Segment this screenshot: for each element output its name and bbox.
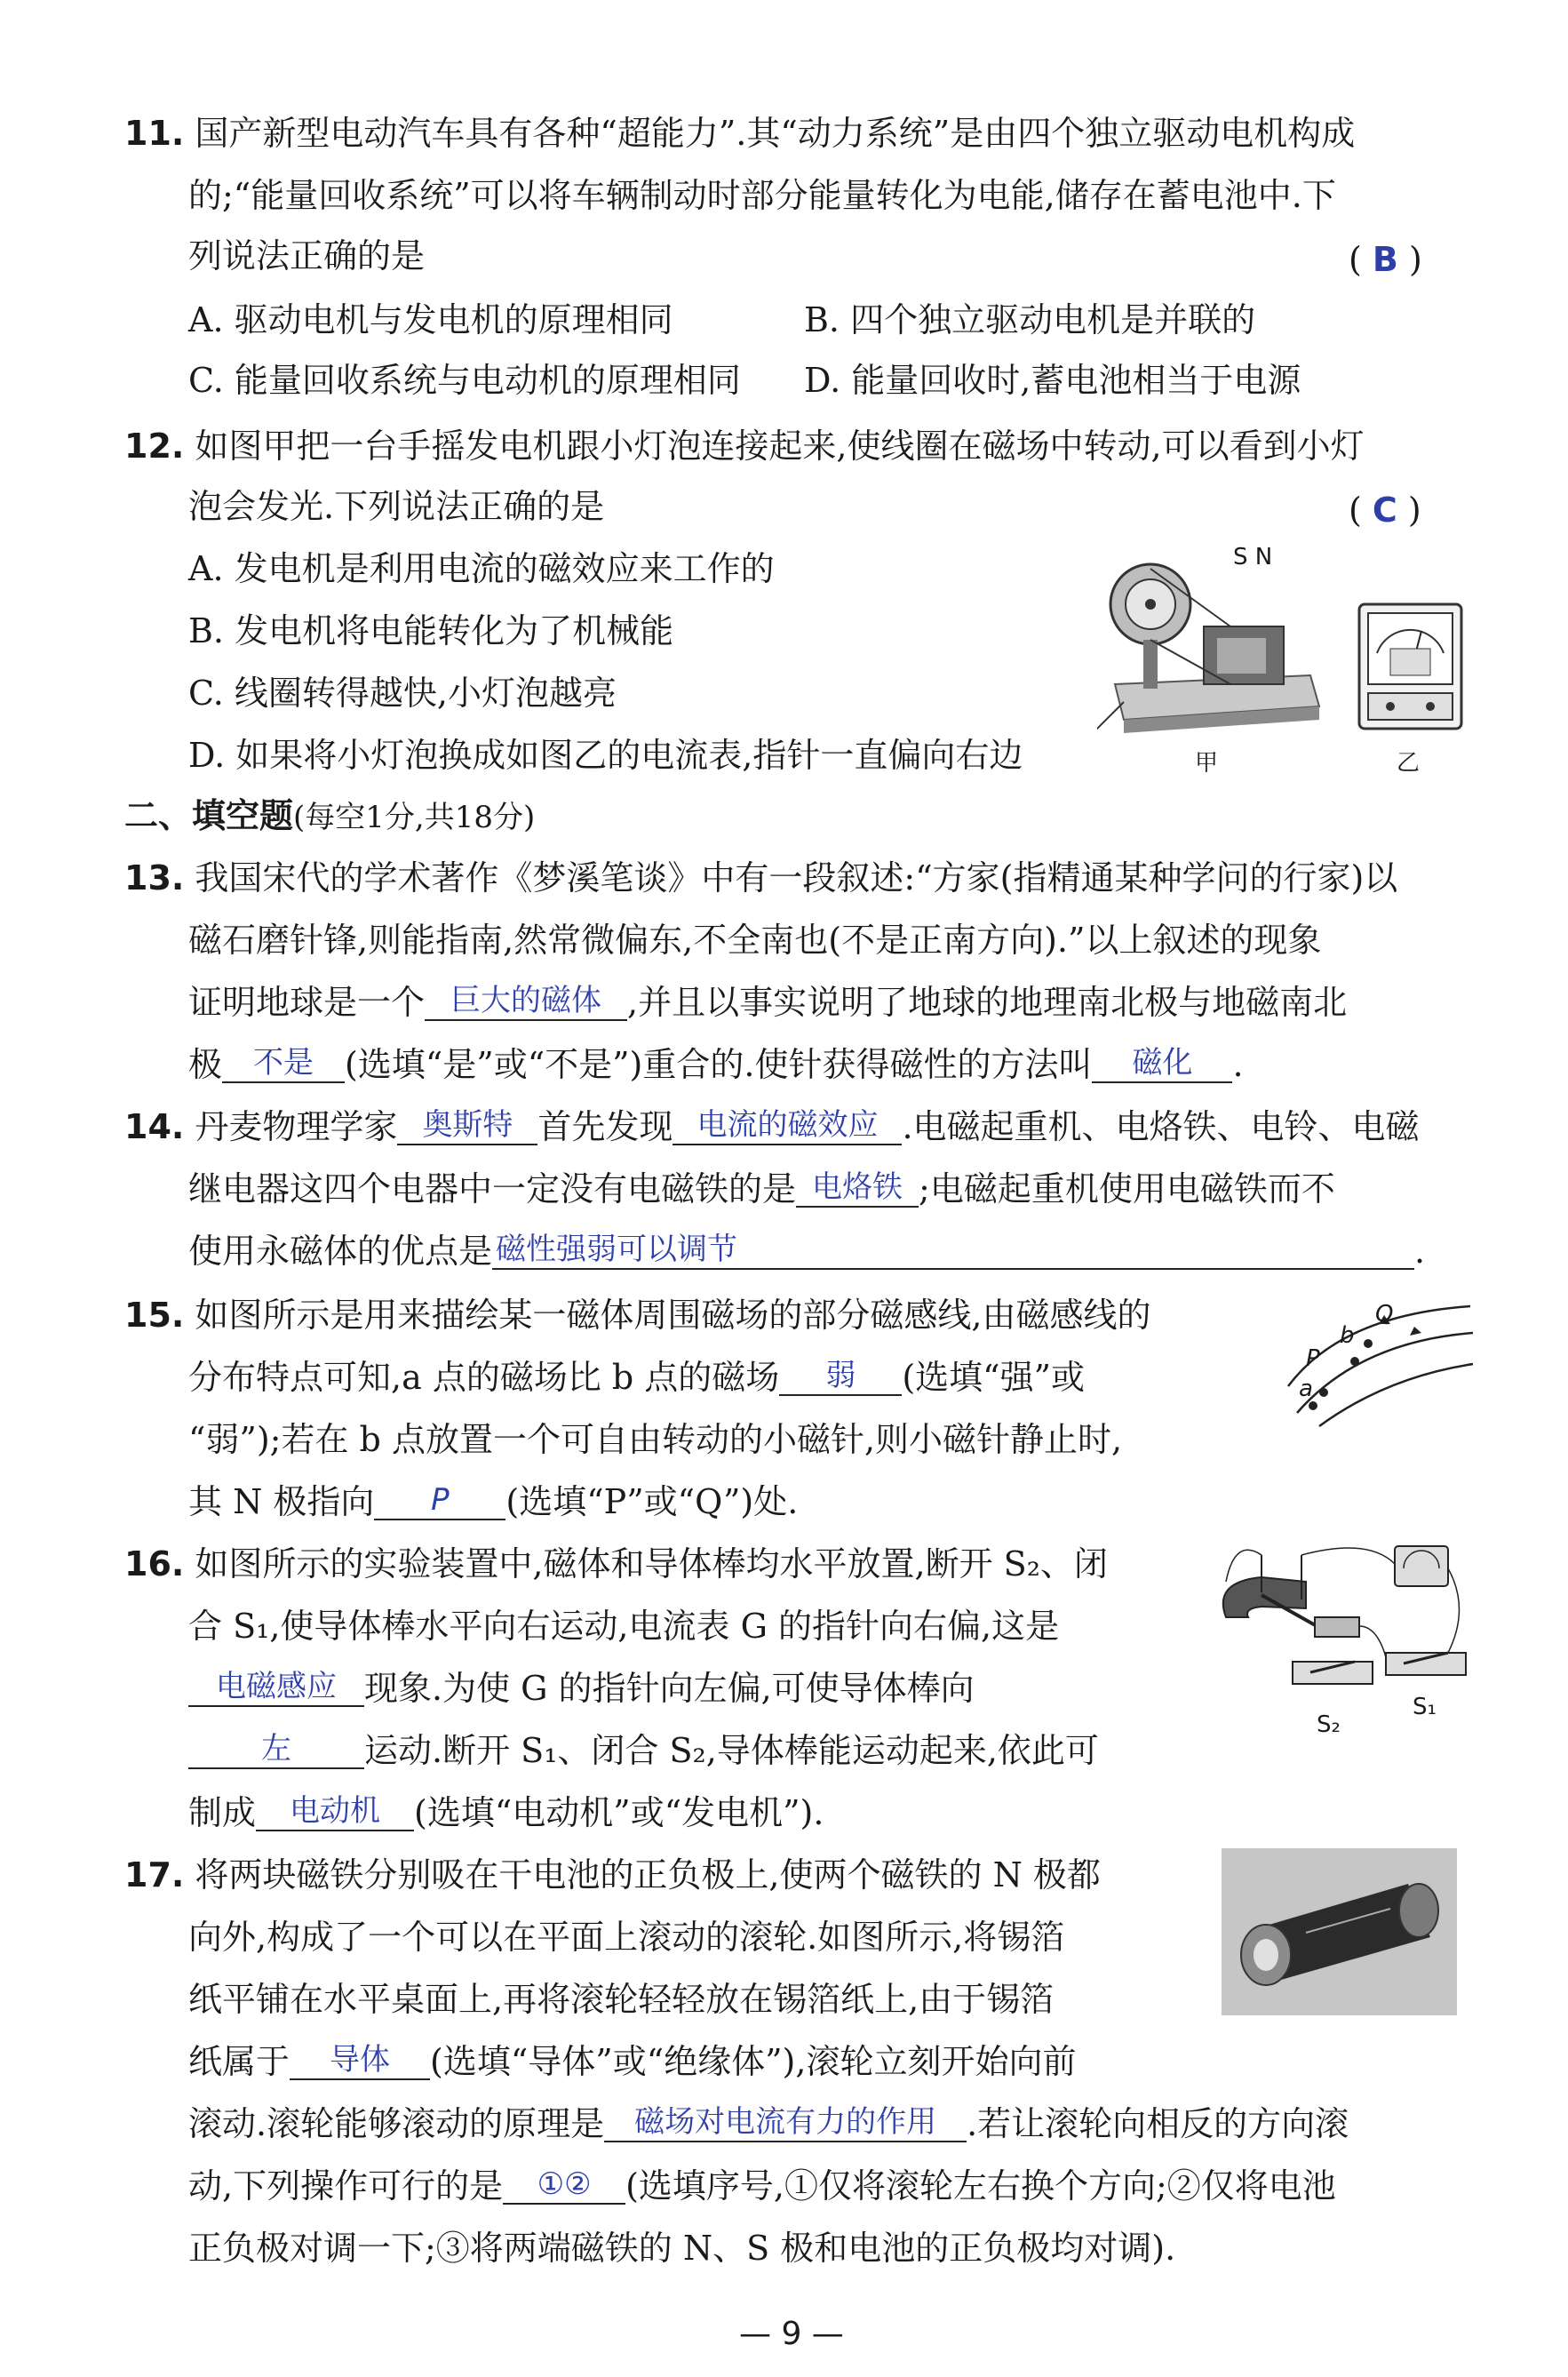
battery-roller-photo <box>1222 1848 1457 2015</box>
q16-text-5b: (选填“电动机”或“发电机”). <box>414 1793 824 1832</box>
q15-blank-1: 弱 <box>779 1358 902 1396</box>
q13-line4 <box>188 1045 1244 1087</box>
q11-option-d: D. 能量回收时,蓄电池相当于电源 <box>804 361 1301 400</box>
fig-label-b: b <box>1340 1322 1355 1349</box>
q13-line2: 磁石磨针锋,则能指南,然常微偏东,不全南也(不是正南方向).”以上叙述的现象 <box>188 921 1322 960</box>
q14-text-2b: ;电磁起重机使用电磁铁而不 <box>919 1169 1335 1208</box>
q17-line7: 正负极对调一下;③将两端磁铁的 N、S 极和电池的正负极均对调). <box>188 2229 1176 2268</box>
q17-blank-3: ①② <box>503 2166 625 2205</box>
q14-text-1c: .电磁起重机、电烙铁、电铃、电磁 <box>902 1107 1420 1146</box>
q15-line4 <box>188 1482 798 1524</box>
q15-text-4a: 其 N 极指向 <box>188 1482 375 1521</box>
q17-line5 <box>188 2104 1349 2146</box>
q13-text-1: 我国宋代的学术著作《梦溪笔谈》中有一段叙述:“方家(指精通某种学问的行家)以 <box>195 858 1398 897</box>
q16-line5 <box>188 1793 824 1835</box>
q16-line4 <box>188 1731 1099 1773</box>
q17-line4 <box>188 2042 1076 2084</box>
q14-line3 <box>188 1232 1425 1273</box>
q13-blank-2: 不是 <box>222 1045 345 1083</box>
q11-answer: B <box>1372 240 1398 279</box>
page-number: — 9 — <box>739 2316 844 2352</box>
q11-line2: 的;“能量回收系统”可以将车辆制动时部分能量转化为电能,储存在蓄电池中.下 <box>188 176 1336 215</box>
ammeter-figure <box>1355 600 1466 733</box>
q11-option-c: C. 能量回收系统与电动机的原理相同 <box>188 361 741 400</box>
fig-yi-caption: 乙 <box>1397 750 1421 777</box>
fig-sn-label: S N <box>1233 544 1273 570</box>
q14-text-2a: 继电器这四个电器中一定没有电磁铁的是 <box>188 1169 797 1208</box>
q12-answer: C <box>1372 491 1397 530</box>
q12-line1 <box>124 427 1365 467</box>
q13-text-4c: . <box>1232 1045 1244 1084</box>
q17-text-4a: 纸属于 <box>188 2042 291 2081</box>
q14-blank-3: 电烙铁 <box>796 1169 919 1208</box>
q15-text-4b: (选填“P”或“Q”)处. <box>505 1482 799 1521</box>
q16-line1 <box>124 1544 1108 1585</box>
q12-text-1: 如图甲把一台手摇发电机跟小灯泡连接起来,使线圈在磁场中转动,可以看到小灯 <box>195 427 1365 466</box>
q11-text-1: 国产新型电动汽车具有各种“超能力”.其“动力系统”是由四个独立驱动电机构成 <box>195 114 1356 153</box>
q17-blank-1: 导体 <box>290 2042 430 2080</box>
q16-blank-3: 电动机 <box>256 1793 414 1831</box>
section2-title: 二、填空题 <box>124 796 294 835</box>
q17-text-6b: (选填序号,①仅将滚轮左右换个方向;②仅将电池 <box>625 2166 1336 2206</box>
q13-number: 13. <box>124 858 185 897</box>
q15-text-2a: 分布特点可知,a 点的磁场比 b 点的磁场 <box>188 1358 780 1397</box>
q15-text-1: 如图所示是用来描绘某一磁体周围磁场的部分磁感线,由磁感线的 <box>195 1296 1151 1335</box>
q14-text-3b: . <box>1414 1232 1426 1271</box>
q17-text-1: 将两块磁铁分别吸在干电池的正负极上,使两个磁铁的 N 极都 <box>195 1855 1101 1894</box>
q16-text-3b: 现象.为使 G 的指针向左偏,可使导体棒向 <box>364 1669 975 1708</box>
q12-line2: 泡会发光.下列说法正确的是 <box>188 487 605 526</box>
fig-jia-caption: 甲 <box>1195 750 1219 777</box>
field-lines-figure <box>1270 1288 1475 1431</box>
q11-answer-bracket: ( B ) <box>1349 240 1422 279</box>
q17-line6 <box>188 2166 1336 2208</box>
q13-line1 <box>124 858 1397 899</box>
apparatus-figure <box>1208 1528 1475 1706</box>
q11-number: 11. <box>124 114 185 153</box>
q14-text-1a: 丹麦物理学家 <box>195 1107 398 1146</box>
q13-blank-1: 巨大的磁体 <box>425 983 627 1021</box>
q12-option-c: C. 线圈转得越快,小灯泡越亮 <box>188 674 617 713</box>
q15-text-2b: (选填“强”或 <box>902 1358 1085 1397</box>
q15-blank-2: P <box>374 1482 505 1520</box>
q11-option-b: B. 四个独立驱动电机是并联的 <box>804 300 1256 339</box>
q11-line3: 列说法正确的是 <box>188 236 426 275</box>
q14-line2 <box>188 1169 1335 1211</box>
q16-blank-1: 电磁感应 <box>188 1669 364 1707</box>
q13-text-4a: 极 <box>188 1045 223 1084</box>
q15-line2 <box>188 1358 1085 1400</box>
q16-text-1: 如图所示的实验装置中,磁体和导体棒均水平放置,断开 S₂、闭 <box>195 1544 1108 1583</box>
q14-blank-1: 奥斯特 <box>397 1107 537 1145</box>
q13-text-4b: (选填“是”或“不是”)重合的.使针获得磁性的方法叫 <box>345 1045 1093 1084</box>
q14-blank-2: 电流的磁效应 <box>673 1107 902 1145</box>
q14-number: 14. <box>124 1107 185 1146</box>
q16-line2: 合 S₁,使导体棒水平向右运动,电流表 G 的指针向右偏,这是 <box>188 1607 1060 1646</box>
q11-line1 <box>124 114 1355 155</box>
q17-text-4b: (选填“导体”或“绝缘体”),滚轮立刻开始向前 <box>430 2042 1077 2081</box>
q14-blank-4: 磁性强弱可以调节 <box>492 1232 1414 1270</box>
fig-label-p: P <box>1306 1345 1320 1372</box>
q13-text-3a: 证明地球是一个 <box>188 983 426 1022</box>
q13-text-3b: ,并且以事实说明了地球的地理南北极与地磁南北 <box>627 983 1348 1022</box>
q13-blank-3: 磁化 <box>1092 1045 1232 1083</box>
section2-heading <box>124 796 535 837</box>
q11-option-a: A. 驱动电机与发电机的原理相同 <box>188 300 673 339</box>
q14-text-3a: 使用永磁体的优点是 <box>188 1232 493 1271</box>
fig-s2-label: S₂ <box>1317 1711 1341 1738</box>
q15-line3: “弱”);若在 b 点放置一个可自由转动的小磁针,则小磁针静止时, <box>188 1420 1123 1459</box>
q12-answer-bracket: ( C ) <box>1349 491 1421 530</box>
q12-number: 12. <box>124 427 185 466</box>
q17-line1 <box>124 1855 1101 1896</box>
q16-blank-2: 左 <box>188 1731 364 1769</box>
q17-number: 17. <box>124 1855 185 1894</box>
q17-line2: 向外,构成了一个可以在平面上滚动的滚轮.如图所示,将锡箔 <box>188 1918 1065 1957</box>
q14-text-1b: 首先发现 <box>537 1107 673 1146</box>
q15-line1 <box>124 1296 1151 1336</box>
q12-option-a: A. 发电机是利用电流的磁效应来工作的 <box>188 549 775 588</box>
q16-line3 <box>188 1669 975 1711</box>
q12-option-d: D. 如果将小灯泡换成如图乙的电流表,指针一直偏向右边 <box>188 736 1023 775</box>
q12-option-b: B. 发电机将电能转化为了机械能 <box>188 611 674 650</box>
q17-text-6a: 动,下列操作可行的是 <box>188 2166 504 2206</box>
q17-text-5a: 滚动.滚轮能够滚动的原理是 <box>188 2104 605 2143</box>
q16-number: 16. <box>124 1544 185 1583</box>
q15-number: 15. <box>124 1296 185 1335</box>
q17-text-5b: .若让滚轮向相反的方向滚 <box>967 2104 1349 2143</box>
q13-line3 <box>188 983 1347 1025</box>
fig-label-q: Q <box>1375 1301 1394 1328</box>
fig-label-a: a <box>1299 1376 1313 1402</box>
section2-note: (每空1分,共18分) <box>293 800 536 835</box>
q16-text-4b: 运动.断开 S₁、闭合 S₂,导体棒能运动起来,依此可 <box>364 1731 1099 1770</box>
fig-s1-label: S₁ <box>1413 1694 1437 1720</box>
q16-text-5a: 制成 <box>188 1793 257 1832</box>
generator-figure <box>1097 542 1328 738</box>
q14-line1 <box>124 1107 1420 1149</box>
q17-line3: 纸平铺在水平桌面上,再将滚轮轻轻放在锡箔纸上,由于锡箔 <box>188 1980 1055 2019</box>
q17-blank-2: 磁场对电流有力的作用 <box>604 2104 967 2142</box>
